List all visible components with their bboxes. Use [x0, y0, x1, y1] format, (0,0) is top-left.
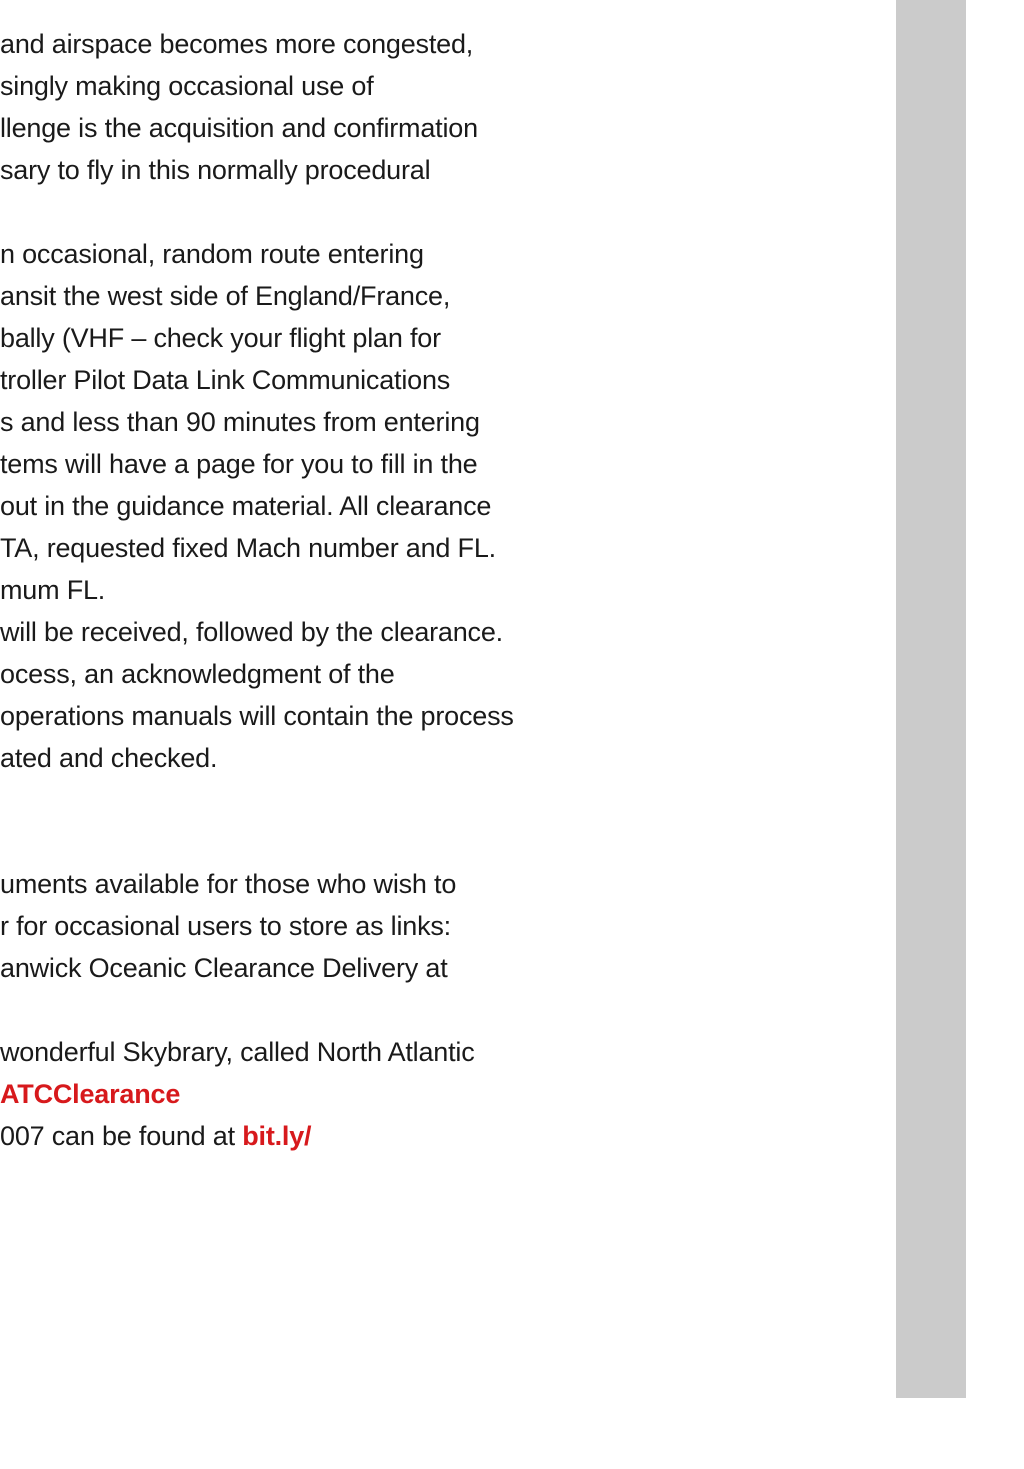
text-line: ansit the west side of England/France, — [0, 281, 451, 311]
text-line: ated and checked. — [0, 743, 218, 773]
text-line: and airspace becomes more congested, — [0, 29, 474, 59]
text-line: troller Pilot Data Link Communications — [0, 365, 451, 395]
text-line: will be received, followed by the clearance. — [0, 617, 503, 647]
text-line — [0, 1115, 311, 1157]
text-line: uments available for those who wish to — [0, 869, 457, 899]
text-line: wonderful Skybrary, called North Atlantic — [0, 1037, 475, 1067]
text-line: s and less than 90 minutes from entering — [0, 407, 480, 437]
text-line: out in the guidance material. All clearance — [0, 491, 492, 521]
text-line: TA, requested fixed Mach number and FL. — [0, 533, 496, 563]
text-line: sary to fly in this normally procedural — [0, 155, 431, 185]
text-fragment: 007 can be found at — [0, 1121, 243, 1151]
text-line: mum FL. — [0, 575, 106, 605]
skybrary-link[interactable]: ATCClearance — [0, 1079, 181, 1109]
text-line: tems will have a page for you to fill in the — [0, 449, 478, 479]
text-line: n occasional, random route entering — [0, 239, 424, 269]
text-line: ocess, an acknowledgment of the — [0, 659, 395, 689]
text-line — [0, 1073, 180, 1115]
bitly-link[interactable]: bit.ly/ — [242, 1121, 312, 1151]
text-line: operations manuals will contain the process — [0, 701, 514, 731]
text-line: r for occasional users to store as links: — [0, 911, 451, 941]
text-line: singly making occasional use of — [0, 71, 374, 101]
text-line: anwick Oceanic Clearance Delivery at — [0, 953, 448, 983]
text-line: llenge is the acquisition and confirmation — [0, 113, 478, 143]
page-side-bar — [896, 0, 966, 1398]
text-line: bally (VHF – check your flight plan for — [0, 323, 441, 353]
